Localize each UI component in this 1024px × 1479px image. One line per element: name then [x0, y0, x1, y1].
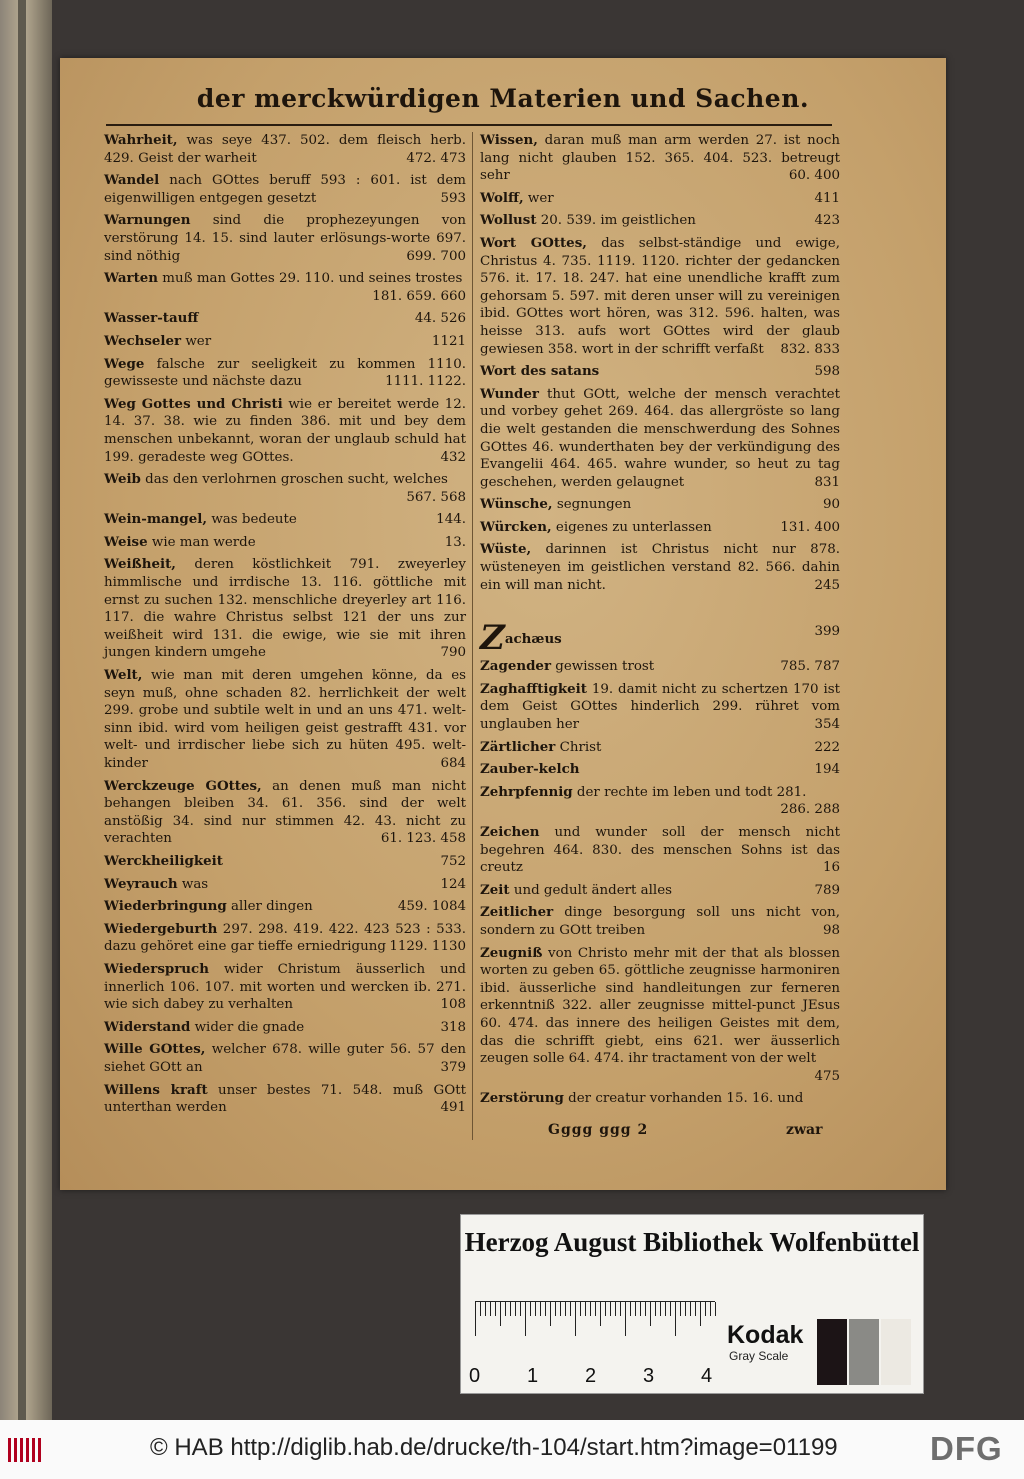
index-entry [480, 618, 840, 659]
index-entry [480, 496, 840, 514]
headword: Würcken, [480, 518, 552, 535]
index-entry [104, 876, 466, 894]
page-reference: 98 [822, 922, 840, 938]
page-reference: 1129. 1130 [389, 939, 466, 955]
page-reference: 13. [444, 534, 466, 550]
index-entry [104, 853, 466, 871]
ruler-tick [590, 1302, 591, 1316]
page-reference: 124 [440, 876, 466, 892]
page-reference: 423 [814, 213, 840, 229]
page-reference: 60. 400 [788, 168, 840, 184]
page-reference: 790 [440, 645, 466, 661]
page-reference: 399 [814, 624, 840, 640]
index-entry [104, 1082, 466, 1117]
headword: Widerstand [104, 1018, 191, 1035]
entry-text: 19. damit nicht zu schertzen 170 ist dem Geist GOttes hinderlich 299. rühret vom unglauben her [480, 681, 840, 733]
entry-text: 20. 539. im geistlichen [536, 213, 696, 229]
entry-text: Christ [555, 739, 602, 755]
binding-strip [18, 0, 26, 1420]
entry-text: das selbst-ständige und ewige, Christus 4. 735. 1119. 1120. richter der gedancken 576. it. 17. 18. 247. hat eine unendliche krafft zum gehorsam 5. 597. mit deren unser will zu vereinigen ibid. GOttes wort hören, was 312. 596. halten, was heisse 313. aufs wort GOttes wird der glaub gewiesen 358. wort in der schrifft verfaßt [480, 235, 840, 357]
kodak-logo: Kodak [727, 1321, 804, 1349]
headword: Zeitlicher [480, 904, 554, 921]
headword: Wege [104, 355, 145, 372]
entry-text: wider Christum äusserlich und innerlich 106. 107. mit worten und wercken ib. 271. wie sich dabey zu verhalten [104, 961, 466, 1013]
entry-text: was bedeute [207, 512, 297, 528]
headword: Wissen, [480, 132, 538, 148]
entry-text: unser bestes 71. 548. muß GOtt unterthan werden [104, 1082, 466, 1116]
page-reference: 593 [440, 190, 466, 206]
page-reference: 831 [814, 474, 840, 490]
centimeter-ruler [475, 1301, 715, 1336]
entry-text: und gedult ändert alles [509, 882, 673, 898]
dfg-logo: DFG [930, 1430, 1003, 1467]
index-entry [104, 778, 466, 848]
headword: Weißheit, [104, 556, 176, 573]
index-entry [480, 1090, 840, 1108]
headword: Warnungen [104, 212, 191, 229]
page-reference: 222 [814, 739, 840, 755]
headword: Willens kraft [104, 1081, 208, 1098]
headword: Zachæus [480, 618, 562, 659]
page-reference: 432 [440, 449, 466, 465]
ruler-tick [690, 1302, 691, 1316]
index-entry [480, 784, 840, 819]
ruler-tick [610, 1302, 611, 1316]
ruler-tick [630, 1302, 631, 1316]
headword: Wahrheit, [104, 132, 178, 148]
entry-text: wider die gnade [190, 1019, 305, 1035]
ruler-tick [505, 1302, 506, 1316]
page-reference: 832. 833 [780, 341, 840, 357]
page-reference: 1111. 1122. [385, 374, 466, 390]
page-reference: 245 [814, 577, 840, 593]
entry-text: was [177, 876, 209, 892]
headword: Weyrauch [104, 875, 178, 892]
ruler-tick [715, 1302, 716, 1316]
headword: Zagender [480, 658, 552, 675]
section-gap [480, 599, 840, 623]
ruler-tick [680, 1302, 681, 1316]
headword: Wort des satans [480, 363, 600, 380]
entry-text: eigenes zu unterlassen [551, 519, 712, 535]
ruler-number: 1 [527, 1365, 539, 1387]
gray-scale-label: Gray Scale [729, 1349, 789, 1363]
ruler-tick [565, 1302, 566, 1316]
page-reference: 144. [436, 512, 466, 528]
index-entry [480, 386, 840, 492]
hab-logo-icon [8, 1438, 44, 1462]
index-entry [104, 132, 466, 167]
entry-text: wie man werde [147, 534, 256, 550]
ruler-tick [655, 1302, 656, 1316]
source-link[interactable]: © HAB http://diglib.hab.de/drucke/th-104/start.htm?image=01199 [150, 1434, 838, 1461]
entry-text: wie er bereitet werde 12. 14. 37. 38. wie zu finden 386. mit und bey dem menschen unbekannt, woran der unglaub schuld hat 199. geradeste weg GOttes. [104, 396, 466, 465]
headword: Wein-mangel, [104, 511, 208, 528]
index-entry [480, 190, 840, 208]
index-entry [480, 761, 840, 779]
entry-text: deren köstlichkeit 791. zweyerley himmlische und irrdische 13. 116. göttliche mit ernst zu suchen 132. menschliche dreyerley art 116. 117. die wahre Christus selbst 121 der uns zur weißheit wird 131. die ewige, wie sie mit ihren jungen kindern umgehe [104, 557, 466, 661]
headword: Zauber-kelch [480, 761, 580, 778]
headword: Weise [104, 533, 148, 550]
headword: Zeichen [480, 824, 540, 840]
index-entry [480, 945, 840, 1086]
headword: Werckzeuge GOttes, [104, 777, 262, 794]
index-entry [104, 921, 466, 956]
page-reference: 90 [822, 497, 840, 513]
ruler-tick [530, 1302, 531, 1316]
index-entry [104, 511, 466, 529]
ruler-tick [645, 1302, 646, 1316]
ruler-tick [585, 1302, 586, 1316]
index-entry [104, 270, 466, 305]
catchword: zwar [786, 1122, 823, 1138]
page-reference: 789 [814, 882, 840, 898]
header-rule [106, 124, 832, 126]
headword: Zärtlicher [480, 738, 556, 755]
ruler-tick [600, 1302, 601, 1326]
page-reference: 491 [440, 1100, 466, 1116]
entry-text: aller dingen [226, 899, 313, 915]
ruler-tick [495, 1302, 496, 1316]
page-reference: 699. 700 [406, 248, 466, 264]
page-reference: 108 [440, 997, 466, 1013]
ruler-tick [535, 1302, 536, 1316]
page-reference: 181. 659. 660 [372, 288, 466, 304]
page-reference: 785. 787 [780, 659, 840, 675]
headword: Wünsche, [480, 496, 553, 513]
signature-mark: Gggg ggg 2 [548, 1122, 649, 1138]
index-entry [480, 739, 840, 757]
index-entry [104, 667, 466, 773]
index-entry [104, 333, 466, 351]
page-reference: 354 [814, 717, 840, 733]
ruler-tick [670, 1302, 671, 1316]
index-entry [104, 556, 466, 662]
ruler-tick [705, 1302, 706, 1316]
ruler-tick [700, 1302, 701, 1326]
page-reference: 1121 [431, 333, 466, 349]
page-reference: 194 [814, 762, 840, 778]
ruler-tick [520, 1302, 521, 1316]
ruler-tick [575, 1302, 576, 1336]
page-reference: 475 [814, 1068, 840, 1084]
entry-text: daran muß man arm werden 27. ist noch lang nicht glauben 152. 365. 404. 523. betreugt sehr [480, 133, 840, 184]
index-entry [480, 132, 840, 185]
entry-text: segnungen [552, 497, 632, 513]
entry-text: wer [523, 190, 554, 206]
ruler-tick [525, 1302, 526, 1336]
ruler-tick [580, 1302, 581, 1316]
headword: Weg Gottes und Christi [104, 395, 283, 412]
ruler-tick [710, 1302, 711, 1316]
index-entry [480, 681, 840, 734]
page-reference: 286. 288 [780, 802, 840, 818]
entry-text: 297. 298. 419. 422. 423 523 : 533. dazu gehöret eine gar tieffe erniedrigung [104, 921, 466, 955]
headword: Werckheiligkeit [104, 852, 223, 869]
headword: Warten [104, 270, 159, 287]
headword: Wechseler [104, 332, 182, 349]
headword: Weib [104, 471, 141, 488]
ruler-tick [615, 1302, 616, 1316]
ruler-number: 0 [469, 1365, 481, 1387]
index-entry [104, 212, 466, 265]
ruler-tick [500, 1302, 501, 1326]
entry-text: und wunder soll der mensch nicht begehren 464. 830. des menschen Sohns ist das creutz [480, 825, 840, 876]
headword: Zeit [480, 881, 510, 898]
ruler-tick [665, 1302, 666, 1316]
index-entry [104, 1019, 466, 1037]
footer-bar [0, 1420, 1024, 1479]
swatch-black [817, 1319, 847, 1385]
entry-text: wer [181, 333, 212, 349]
headword: Wille GOttes, [104, 1041, 206, 1058]
index-entry [104, 1041, 466, 1076]
page-reference: 567. 568 [406, 489, 466, 505]
headword: Zerstörung [480, 1090, 564, 1107]
index-entry [480, 541, 840, 594]
ruler-tick [695, 1302, 696, 1316]
entry-text: der rechte im leben und todt 281. [572, 784, 807, 800]
ruler-tick [485, 1302, 486, 1316]
index-column-right [480, 132, 840, 1113]
page-reference: 44. 526 [414, 311, 466, 327]
index-entry [480, 519, 840, 537]
index-entry [480, 658, 840, 676]
headword: Wollust [480, 212, 537, 229]
headword: Wort GOttes, [480, 234, 587, 251]
ruler-number: 3 [643, 1365, 655, 1387]
ruler-tick [625, 1302, 626, 1336]
page-reference: 61. 123. 458 [380, 831, 466, 847]
page-reference: 411 [814, 190, 840, 206]
swatch-gray [849, 1319, 879, 1385]
ruler-tick [605, 1302, 606, 1316]
ruler-tick [560, 1302, 561, 1316]
headword: Wüste, [480, 541, 532, 558]
ruler-tick [515, 1302, 516, 1316]
ruler-tick [545, 1302, 546, 1316]
ruler-number: 4 [701, 1365, 713, 1387]
headword: Wasser-tauff [104, 310, 199, 327]
index-entry [480, 824, 840, 877]
page-reference: 684 [440, 756, 466, 771]
ruler-number: 2 [585, 1365, 597, 1387]
entry-text: wie man mit deren umgehen könne, da es seyn muß, ohne schaden 82. herrlichkeit der welt 299. grobe und subtile welt in und an uns 471. welt-sinn ibid. wird vom heiligen geist gestrafft 431. vor welt- und irrdischer liebe sich zu hüten 495. welt-kinder [104, 668, 466, 771]
entry-text: gewissen trost [551, 659, 655, 675]
headword: Zehrpfennig [480, 783, 573, 800]
headword: Wunder [480, 385, 539, 402]
page-reference: 459. 1084 [397, 899, 466, 915]
ruler-tick [675, 1302, 676, 1336]
entry-text: von Christo mehr mit der that als blossen worten zu geben 65. göttliche zeugnisse harmoniren ibid. äusserliche sind handleitungen zur ferneren erkenntniß 322. aller zeugnisse mittel-punct JEsus 60. 474. das innere des heiligen Geistes mit dem, das die schrifft giebt, eins 621. wer äusserlich zeugen solle 64. 474. ihr tractament von der welt [480, 945, 840, 1067]
entry-text: muß man Gottes 29. 110. und seines trostes [158, 271, 463, 287]
page-reference: 472. 473 [406, 150, 466, 166]
headword: Zeugniß [480, 944, 543, 961]
page-reference: 379 [440, 1059, 466, 1075]
headword: Wandel [104, 172, 160, 189]
entry-text: thut GOtt, welche der mensch verachtet und vorbey gehet 269. 464. das allergröste so lang die welt gestanden die menschwerdung des Sohnes GOttes 46. wunderthaten bey der verkündigung des Evangelii 464. 465. wahre wunder, so heut zu tag geschehen, werden gelaugnet [480, 386, 840, 490]
page-reference: 752 [440, 853, 466, 869]
column-separator [472, 132, 473, 1140]
ruler-tick [480, 1302, 481, 1316]
ruler-tick [620, 1302, 621, 1316]
book-page [60, 58, 946, 1190]
ruler-tick [510, 1302, 511, 1316]
ruler-tick [595, 1302, 596, 1316]
headword: Wiederspruch [104, 960, 209, 977]
index-entry [480, 212, 840, 230]
entry-text: der creatur vorhanden 15. 16. und [563, 1091, 804, 1107]
entry-text: was seye 437. 502. dem fleisch herb. 429. Geist der warheit [104, 133, 466, 166]
index-entry [104, 310, 466, 328]
ruler-tick [660, 1302, 661, 1316]
library-name: Herzog August Bibliothek Wolfenbüttel [464, 1227, 920, 1257]
index-entry [104, 471, 466, 506]
entry-text: dinge besorgung soll uns nicht von, sondern zu GOtt treiben [480, 905, 840, 938]
adjacent-page-edge [0, 0, 52, 1420]
index-entry [480, 904, 840, 939]
ruler-tick [650, 1302, 651, 1326]
entry-text: darinnen ist Christus nicht nur 878. wüsteneyen im geistlichen verstand 82. 566. dahin ein will man nicht. [480, 542, 840, 593]
ruler-tick [635, 1302, 636, 1316]
index-entry [480, 882, 840, 900]
index-entry [104, 961, 466, 1014]
headword: Welt, [104, 667, 143, 684]
color-target-card [460, 1214, 924, 1394]
entry-text: an denen muß man nicht behangen bleiben 34. 61. 356. sind der welt anstößig 34. sind nur stimmen 42. 43. nicht zu verachten [104, 778, 467, 847]
ruler-tick [555, 1302, 556, 1316]
entry-text: das den verlohrnen groschen sucht, welches [140, 472, 448, 488]
entry-text: welcher 678. wille guter 56. 57 den siehet GOtt an [104, 1042, 466, 1075]
page-header: der merckwürdigen Materien und Sachen. [196, 84, 810, 113]
entry-text: falsche zur seeligkeit zu kommen 1110. gewisseste und nächste dazu [104, 356, 466, 390]
page-reference: 16 [822, 860, 840, 876]
ruler-tick [550, 1302, 551, 1326]
entry-text: nach GOttes beruff 593 : 601. ist dem eigenwilligen entgegen gesetzt [104, 173, 466, 206]
ruler-tick [475, 1302, 476, 1336]
index-entry [104, 898, 466, 916]
headword: Zaghafftigkeit [480, 680, 587, 697]
index-column-left [104, 132, 466, 1122]
headword: Wolff, [480, 189, 524, 206]
headword: Wiederbringung [104, 898, 227, 915]
entry-text: sind die prophezeyungen von verstörung 14. 15. sind lauter erlösungs-worte 697. sind nöthig [104, 213, 466, 264]
page-reference: 318 [440, 1019, 466, 1035]
headword: Wiedergeburth [104, 920, 218, 937]
ruler-tick [640, 1302, 641, 1316]
ruler-tick [570, 1302, 571, 1316]
index-entry [104, 534, 466, 552]
index-entry [104, 356, 466, 391]
ruler-tick [685, 1302, 686, 1316]
index-entry [104, 396, 466, 466]
page-reference: 598 [814, 364, 840, 380]
page-reference: 131. 400 [780, 519, 840, 535]
index-entry [480, 235, 840, 358]
index-entry [104, 172, 466, 207]
index-entry [480, 363, 840, 381]
ruler-tick [540, 1302, 541, 1316]
ruler-tick [490, 1302, 491, 1316]
section-initial: Z [480, 618, 505, 659]
swatch-white [881, 1319, 911, 1385]
